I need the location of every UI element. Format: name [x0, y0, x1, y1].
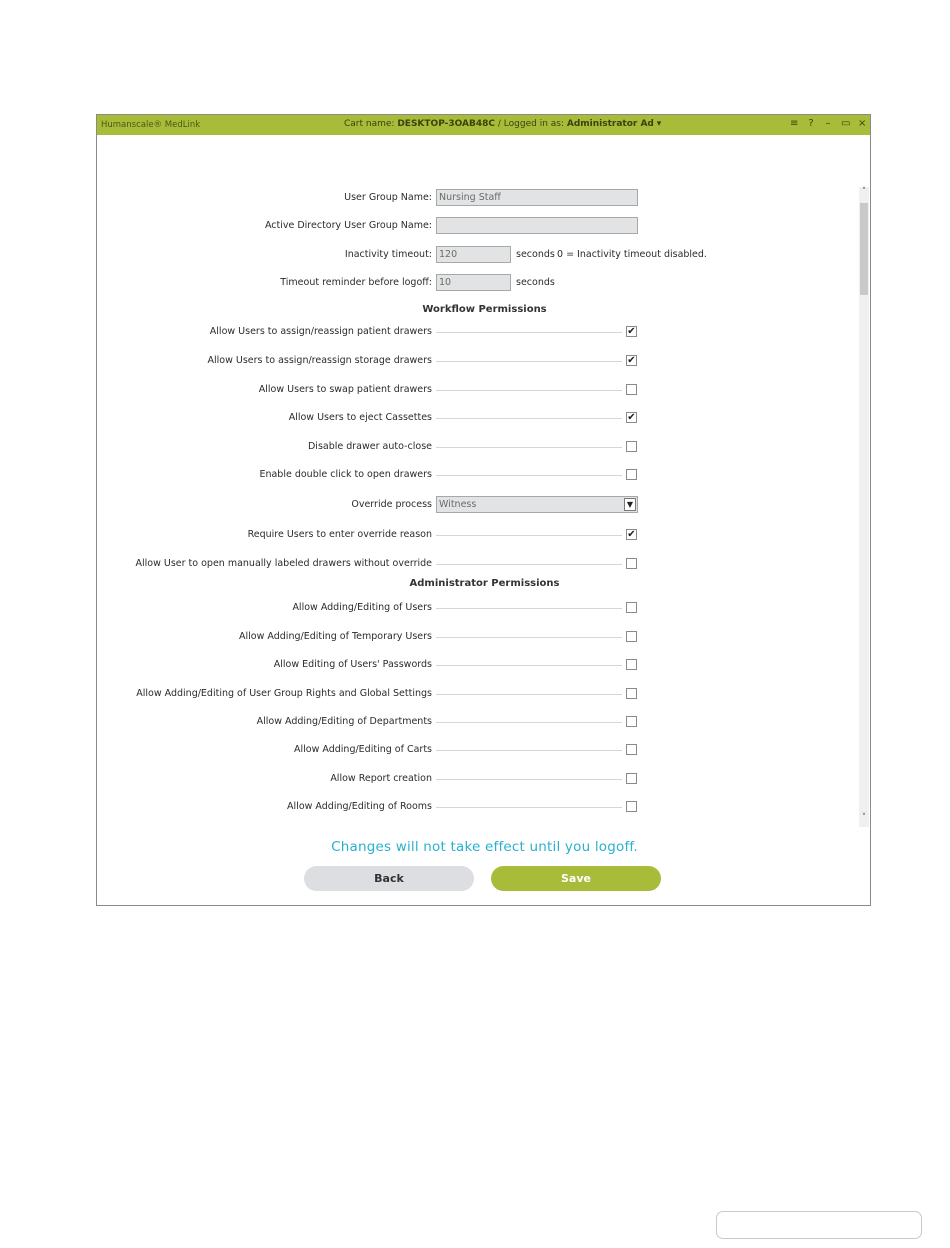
inactivity-label: Inactivity timeout: [344, 249, 432, 260]
reminder-unit: seconds [516, 277, 555, 288]
permission-checkbox[interactable] [626, 801, 637, 812]
permission-row [97, 468, 872, 488]
leader-line [436, 608, 622, 609]
permission-checkbox[interactable]: ✔ [627, 412, 636, 423]
help-icon[interactable]: ? [808, 118, 814, 129]
leader-line [436, 361, 622, 362]
scroll-up-icon[interactable]: ˄ [861, 187, 867, 197]
leader-line [436, 332, 622, 333]
permission-row [97, 528, 872, 548]
permission-row [97, 557, 872, 577]
permission-row [97, 743, 872, 763]
leader-line [436, 564, 622, 565]
permission-row [97, 601, 872, 621]
permission-row [97, 715, 872, 735]
logoff-notice: Changes will not take effect until you logoff. [331, 839, 638, 855]
vertical-scrollbar[interactable] [859, 187, 869, 827]
leader-line [436, 637, 622, 638]
permission-row [97, 325, 872, 345]
permission-label: Allow Adding/Editing of Temporary Users [239, 631, 432, 642]
override-process-value: Witness [439, 499, 477, 510]
close-icon[interactable]: × [858, 118, 867, 129]
permission-label: Allow Adding/Editing of Users [292, 602, 432, 613]
leader-line [436, 722, 622, 723]
permission-label: Allow User to open manually labeled drawers without override [135, 558, 432, 569]
leader-line [436, 779, 622, 780]
permission-label: Allow Adding/Editing of Rooms [287, 801, 432, 812]
permission-checkbox[interactable] [626, 659, 637, 670]
group-name-label: User Group Name: [344, 192, 432, 203]
permission-label: Allow Users to eject Cassettes [288, 412, 432, 423]
save-button[interactable]: Save [491, 866, 661, 891]
permission-label: Require Users to enter override reason [247, 529, 432, 540]
permission-row [97, 630, 872, 650]
restore-icon[interactable]: ▭ [841, 118, 851, 129]
leader-line [436, 750, 622, 751]
permission-label: Allow Users to assign/reassign storage drawers [207, 355, 432, 366]
permission-label: Allow Users to assign/reassign patient drawers [209, 326, 432, 337]
administrator-permissions-title: Administrator Permissions [409, 578, 560, 589]
workflow-permissions-title: Workflow Permissions [422, 304, 547, 315]
permission-label: Allow Editing of Users' Passwords [273, 659, 432, 670]
leader-line [436, 535, 622, 536]
session-info [344, 119, 661, 129]
permission-checkbox[interactable]: ✔ [627, 326, 636, 337]
minimize-icon[interactable]: – [825, 118, 831, 129]
leader-line [436, 694, 622, 695]
permission-row [97, 383, 872, 403]
scroll-thumb[interactable] [860, 203, 868, 295]
permission-checkbox[interactable] [626, 716, 637, 727]
inactivity-note: 0 = Inactivity timeout disabled. [557, 249, 707, 260]
permission-checkbox[interactable] [626, 773, 637, 784]
app-brand: Humanscale® MedLink [101, 120, 201, 130]
group-name-row [97, 189, 872, 209]
permission-checkbox[interactable] [626, 469, 637, 480]
permission-checkbox[interactable] [626, 558, 637, 569]
ad-group-name-input[interactable] [436, 217, 638, 234]
group-name-input[interactable]: Nursing Staff [436, 189, 638, 206]
cart-name-value: DESKTOP-3OAB48C [397, 119, 495, 129]
user-menu-caret-icon[interactable]: ▾ [656, 119, 662, 129]
cart-name-label: Cart name: [344, 119, 395, 129]
leader-line [436, 807, 622, 808]
permission-row [97, 440, 872, 460]
permission-label: Enable double click to open drawers [259, 469, 432, 480]
permission-checkbox[interactable] [626, 384, 637, 395]
ad-group-name-row [97, 217, 872, 237]
leader-line [436, 475, 622, 476]
permission-row [97, 411, 872, 431]
app-window [96, 114, 871, 906]
inactivity-row [97, 246, 872, 266]
leader-line [436, 447, 622, 448]
permission-row [97, 687, 872, 707]
leader-line [436, 390, 622, 391]
user-menu[interactable]: Administrator Ad [566, 119, 654, 129]
permission-checkbox[interactable] [626, 688, 637, 699]
override-process-row [97, 496, 872, 516]
permission-label: Disable drawer auto-close [307, 441, 432, 452]
permission-checkbox[interactable]: ✔ [627, 529, 636, 540]
scroll-down-icon[interactable]: ˅ [861, 813, 867, 823]
override-process-select[interactable] [436, 496, 638, 513]
leader-line [436, 665, 622, 666]
inactivity-input[interactable]: 120 [436, 246, 511, 263]
reminder-row [97, 274, 872, 294]
permission-checkbox[interactable] [626, 744, 637, 755]
permission-checkbox[interactable] [626, 602, 637, 613]
permission-row [97, 772, 872, 792]
permission-checkbox[interactable]: ✔ [627, 355, 636, 366]
logged-in-label: Logged in as: [503, 119, 564, 129]
permission-row [97, 354, 872, 374]
menu-icon[interactable]: ≡ [790, 118, 799, 129]
back-button[interactable]: Back [304, 866, 474, 891]
permission-row [97, 658, 872, 678]
override-process-label: Override process [351, 499, 432, 510]
chevron-down-icon[interactable]: ▼ [624, 498, 636, 511]
permission-label: Allow Adding/Editing of Carts [294, 744, 432, 755]
reminder-label: Timeout reminder before logoff: [280, 277, 432, 288]
session-separator: / [497, 119, 501, 129]
permission-label: Allow Adding/Editing of Departments [256, 716, 432, 727]
inactivity-unit: seconds [516, 249, 555, 260]
window-controls [790, 118, 866, 129]
permission-checkbox[interactable] [626, 631, 637, 642]
permission-label: Allow Users to swap patient drawers [258, 384, 432, 395]
title-bar [97, 115, 870, 135]
permission-label: Allow Adding/Editing of User Group Rights and Global Settings [136, 688, 432, 699]
leader-line [436, 418, 622, 419]
reminder-input[interactable]: 10 [436, 274, 511, 291]
permission-row [97, 800, 872, 820]
ad-group-name-label: Active Directory User Group Name: [264, 220, 432, 231]
permission-checkbox[interactable] [626, 441, 637, 452]
permission-label: Allow Report creation [330, 773, 432, 784]
page-footer-box [716, 1211, 922, 1239]
